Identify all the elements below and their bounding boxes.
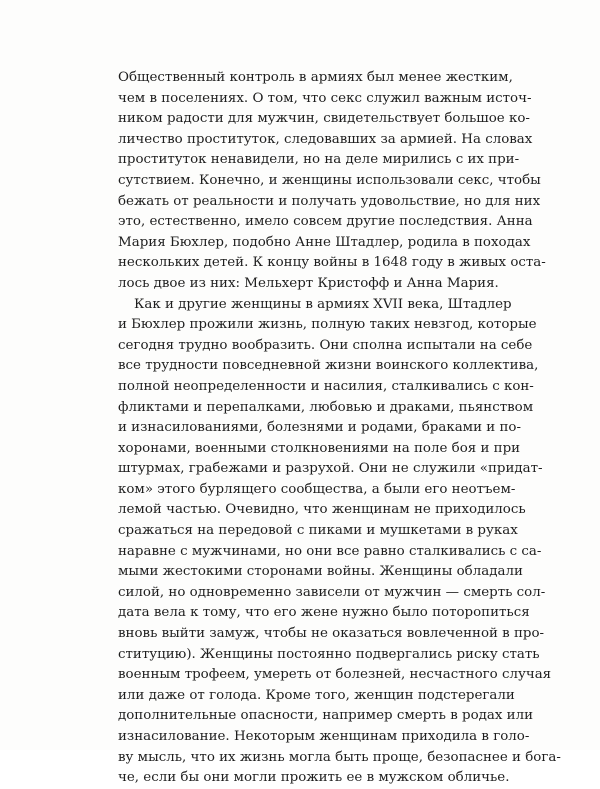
text-line: это, естественно, имело совсем другие последствия. Анна — [118, 214, 533, 230]
text-line: Общественный контроль в армиях был менее жестким, — [118, 70, 513, 85]
text-line: ву мысль, что их жизнь могла быть проще, безопаснее и бога- — [118, 749, 561, 765]
text-line: лось двое из них: Мельхерт Кристофф и Анна Мария. — [118, 275, 499, 291]
text-line: чем в поселениях. О том, что секс служил важным источ- — [118, 90, 532, 106]
body-text — [118, 68, 561, 789]
text-line: полной неопределенности и насилия, сталкивались с кон- — [118, 378, 534, 394]
text-line: мыми жестокими сторонами войны. Женщины обладали — [118, 564, 523, 580]
text-line: дополнительные опасности, например смерть в родах или — [118, 708, 534, 724]
text-line: лемой частью. Очевидно, что женщинам не приходилось — [118, 502, 526, 518]
paragraph-1 — [118, 68, 546, 295]
text-line: Мария Бюхлер, подобно Анне Штадлер, родила в походах — [118, 234, 531, 250]
text-line: штурмах, грабежами и разрухой. Они не служили «придат- — [118, 461, 543, 477]
text-line: фликтами и перепалками, любовью и драками, пьянством — [118, 399, 534, 415]
text-line: сутствием. Конечно, и женщины использовали секс, чтобы — [118, 172, 541, 188]
paragraph-2 — [118, 295, 561, 789]
text-line: и Бюхлер прожили жизнь, полную таких невзгод, которые — [118, 317, 537, 333]
text-line: сегодня трудно вообразить. Они сполна испытали на себе — [118, 337, 533, 353]
text-line: че, если бы они могли прожить ее в мужском обличье. — [118, 770, 510, 786]
text-line: Как и другие женщины в армиях XVII века, Штадлер — [134, 296, 512, 312]
text-line: изнасилование. Некоторым женщинам приходила в голо- — [118, 729, 530, 744]
text-line: проституток ненавидели, но на деле мирились с их при- — [118, 152, 520, 168]
text-line: или даже от голода. Кроме того, женщин подстерегали — [118, 687, 515, 703]
text-line: личество проституток, следовавших за армией. На словах — [118, 131, 533, 147]
text-line: и изнасилованиями, болезнями и родами, браками и по- — [118, 420, 521, 436]
text-line: силой, но одновременно зависели от мужчин — смерть сол- — [118, 584, 546, 600]
text-line: хоронами, военными столкновениями на поле боя и при — [118, 440, 521, 456]
text-line: бежать от реальности и получать удовольствие, но для них — [118, 193, 541, 209]
text-line: ституцию). Женщины постоянно подвергались риску стать — [118, 646, 540, 662]
text-line: дата вела к тому, что его жене нужно было поторопиться — [118, 605, 530, 621]
text-line: ком» этого бурлящего сообщества, а были его неотъем- — [118, 481, 516, 497]
text-line: все трудности повседневной жизни воинского коллектива, — [118, 358, 539, 374]
text-line: вновь выйти замуж, чтобы не оказаться вовлеченной в про- — [118, 626, 545, 642]
text-line: сражаться на передовой с пиками и мушкетами в руках — [118, 523, 518, 539]
text-line: военным трофеем, умереть от болезней, несчастного случая — [118, 667, 552, 683]
text-line: наравне с мужчинами, но они все равно сталкивались с са- — [118, 543, 542, 559]
text-line: ником радости для мужчин, свидетельствует большое ко- — [118, 111, 530, 127]
text-line: нескольких детей. К концу войны в 1648 году в живых оста- — [118, 255, 546, 271]
